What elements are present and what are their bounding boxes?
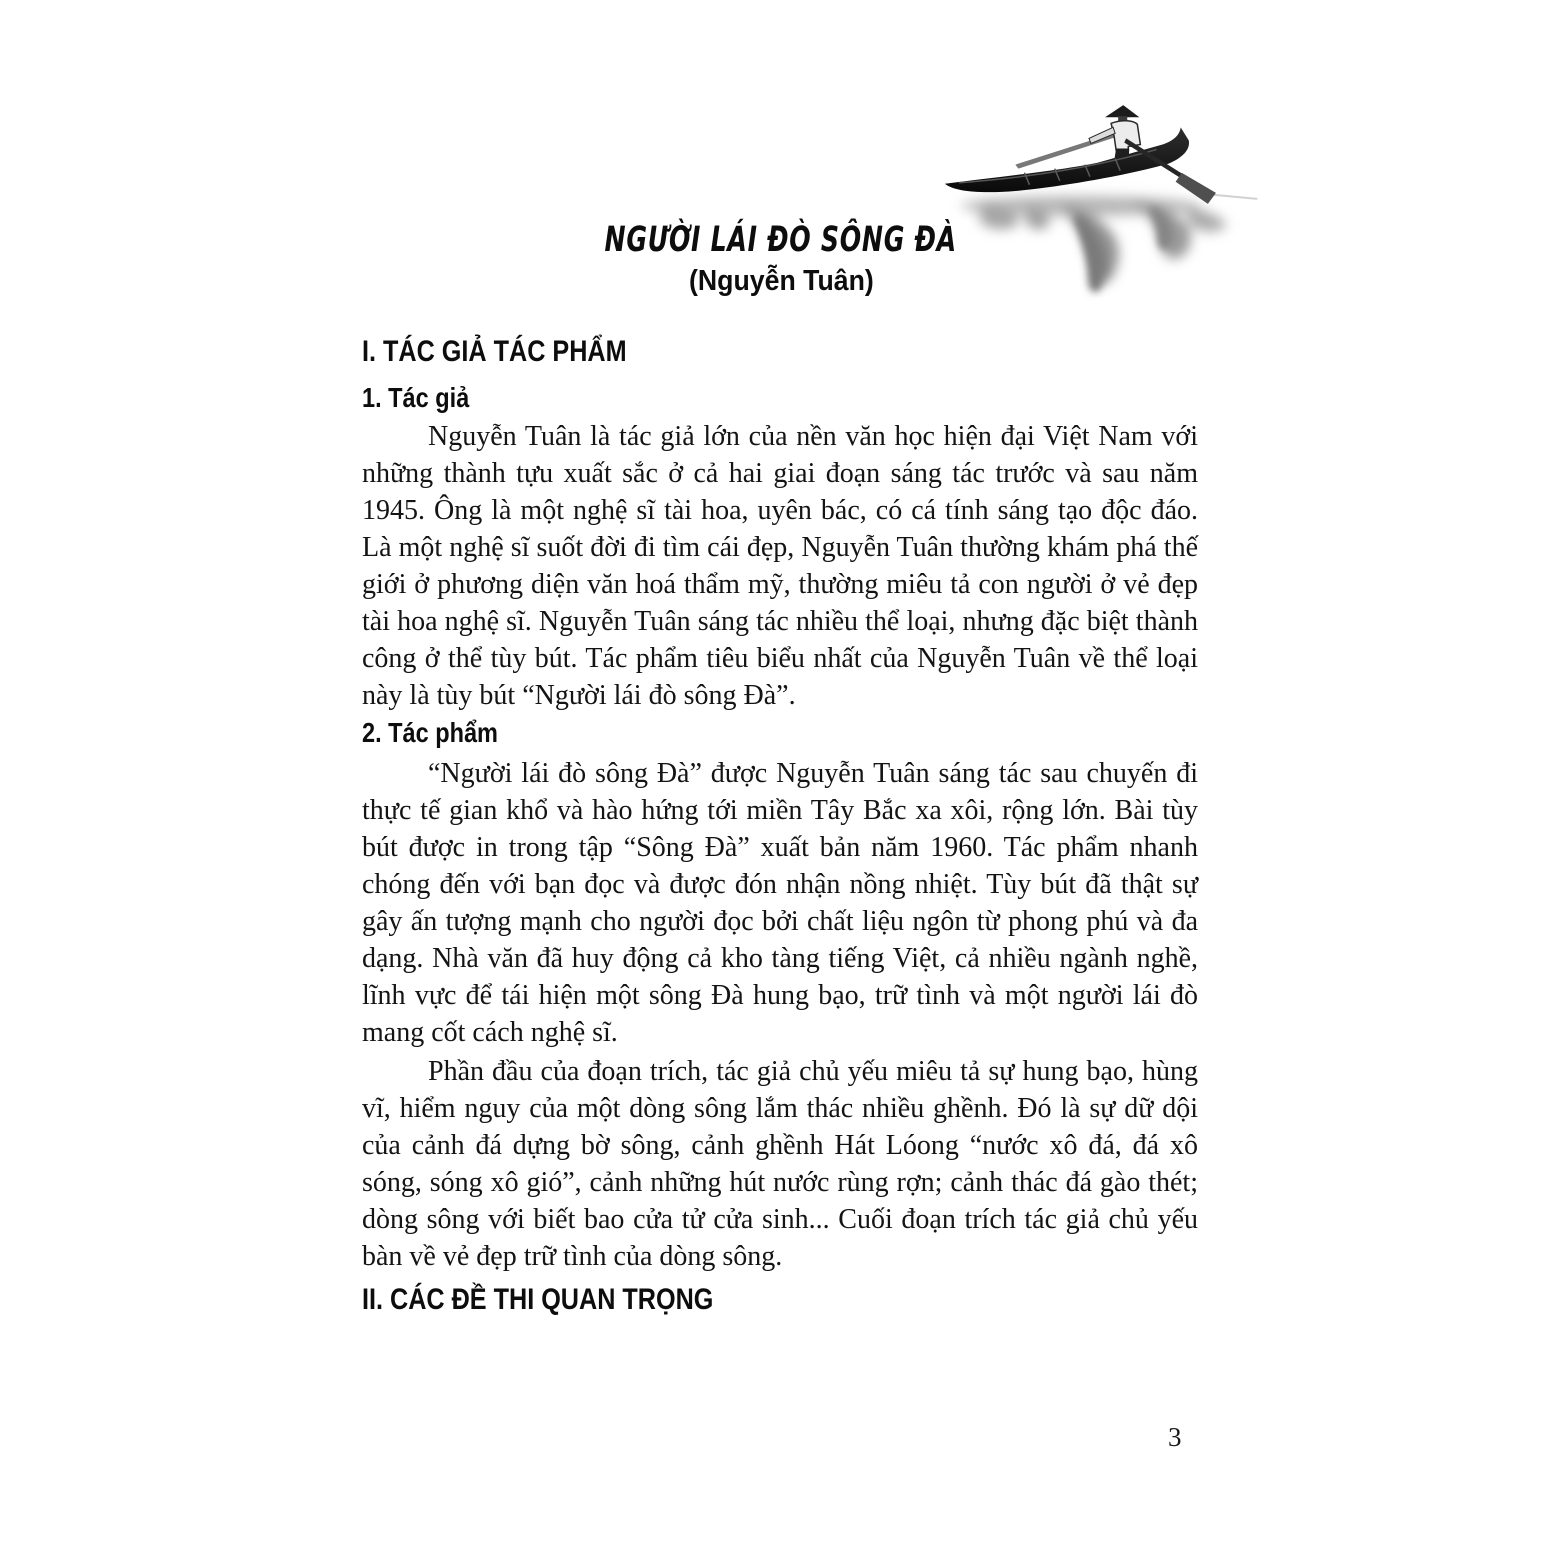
paragraph-author-bio: Nguyễn Tuân là tác giả lớn của nền văn học hiện đại Việt Nam với những thành tựu xuất sắc ở cả hai giai đoạn sáng tác trước và sau năm 1945. Ông là một nghệ sĩ tài hoa, uyên bác, có cá tính sáng tạo độc đáo. Là một nghệ sĩ suốt đời đi tìm cái đẹp, Nguyễn Tuân thường khám phá thế giới ở phương diện văn hoá thẩm mỹ, thường miêu tả con người ở vẻ đẹp tài hoa nghệ sĩ. Nguyễn Tuân sáng tác nhiều thể loại, nhưng đặc biệt thành công ở thể tùy bút. Tác phẩm tiêu biểu nhất của Nguyễn Tuân về thể loại này là tùy bút “Người lái đò sông Đà”. <box>362 421 1198 711</box>
paragraph-excerpt-summary: Phần đầu của đoạn trích, tác giả chủ yếu miêu tả sự hung bạo, hùng vĩ, hiểm nguy của một dòng sông lắm thác nhiều ghềnh. Đó là sự dữ dội của cảnh đá dựng bờ sông, cảnh ghềnh Hát Lóong “nước xô đá, đá xô sóng, sóng xô gió”, cảnh những hút nước rùng rợn; cảnh thác đá gào thét; dòng sông với biết bao cửa tử cửa sinh... Cuối đoạn trích tác giả chủ yếu bàn về vẻ đẹp trữ tình của dòng sông. <box>362 1056 1198 1272</box>
author-name <box>362 265 1200 298</box>
boat-ink-drawing-icon <box>928 86 1262 338</box>
boatman-illustration <box>928 86 1262 338</box>
title-block <box>362 220 1200 298</box>
author-name-text: (Nguyễn Tuân) <box>688 265 874 297</box>
page-title <box>362 220 1200 260</box>
section-heading-tac-gia-tac-pham: I. TÁC GIẢ TÁC PHẨM <box>362 335 627 368</box>
section-heading-cac-de-thi: II. CÁC ĐỀ THI QUAN TRỌNG <box>362 1283 714 1316</box>
subheading-tac-gia: 1. Tác giả <box>362 382 470 413</box>
paragraph-work-intro: “Người lái đò sông Đà” được Nguyễn Tuân sáng tác sau chuyến đi thực tế gian khổ và hào hứng tới miền Tây Bắc xa xôi, rộng lớn. Bài tùy bút được in trong tập “Sông Đà” xuất bản năm 1960. Tác phẩm nhanh chóng đến với bạn đọc và được đón nhận nồng nhiệt. Tùy bút đã thật sự gây ấn tượng mạnh cho người đọc bởi chất liệu ngôn từ phong phú và đa dạng. Nhà văn đã huy động cả kho tàng tiếng Việt, cả nhiều ngành nghề, lĩnh vực để tái hiện một sông Đà hung bạo, trữ tình và một người lái đò mang cốt cách nghệ sĩ. <box>362 758 1198 1048</box>
page-title-text: NGƯỜI LÁI ĐÒ SÔNG ĐÀ <box>604 220 958 260</box>
subheading-tac-pham: 2. Tác phẩm <box>362 717 498 748</box>
page-number: 3 <box>1168 1422 1182 1452</box>
